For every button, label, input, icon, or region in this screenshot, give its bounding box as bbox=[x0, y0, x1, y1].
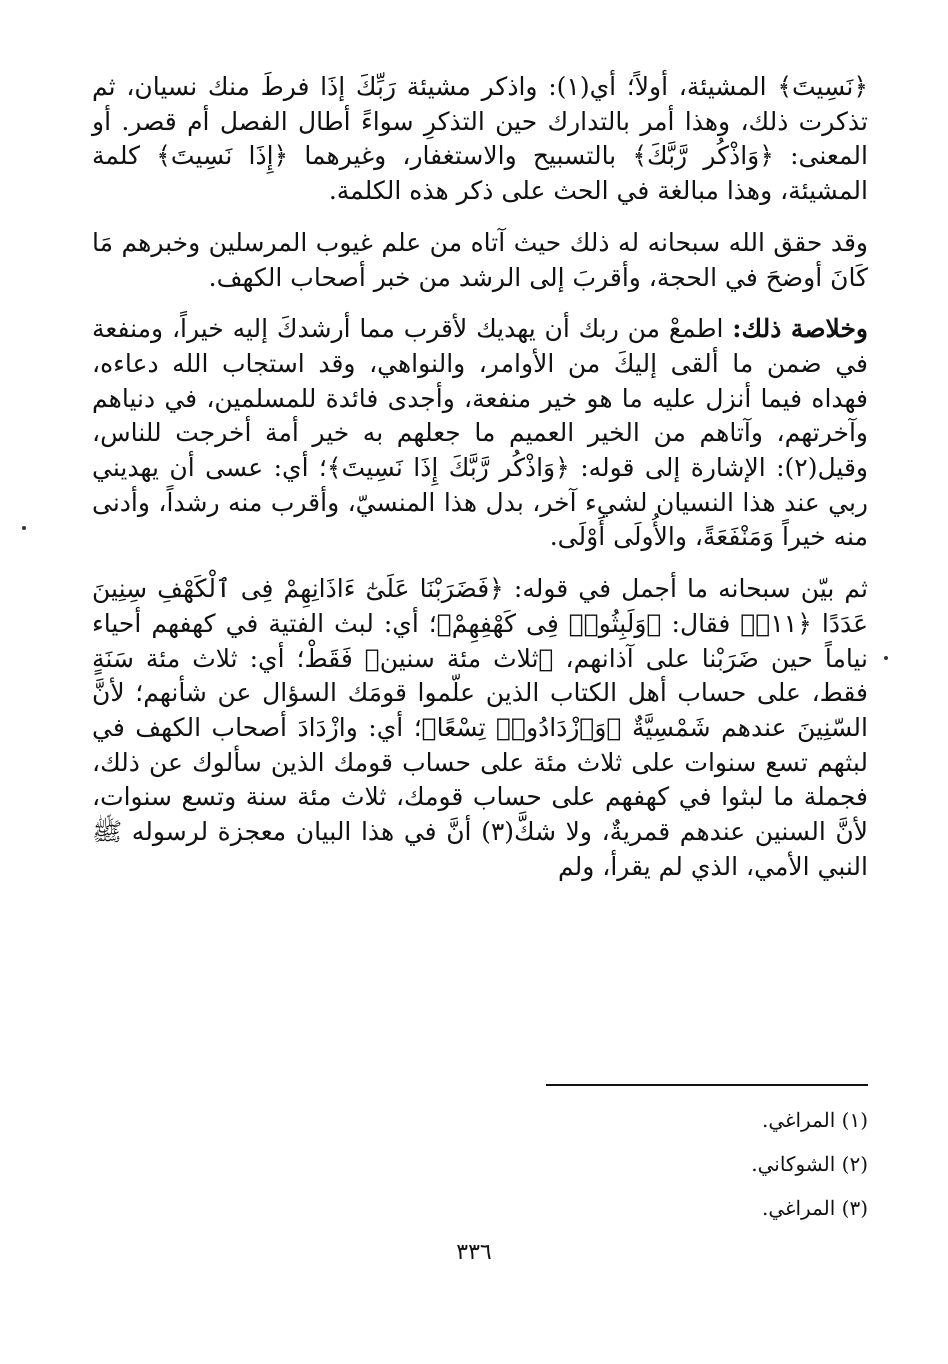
scan-speck bbox=[884, 656, 888, 660]
paragraph-1-text: ﴿نَسِيتَ﴾ المشيئة، أولاً؛ أي(١): واذكر مشيئة رَبِّكَ إذَا فرطَ منك نسيان، ثم تذكرت ذلك، وهذا أمر بالتدارك حين التذكرِ سواءً أطال الفصل أم قصر. أو المعنى: ﴿وَاذْكُر رَّبَّكَ﴾ بالتسبيح والاستغفار، وغيرهما ﴿إِذَا نَسِيتَ﴾ كلمة المشيئة، وهذا مبالغة في الحث على ذكر هذه الكلمة. bbox=[92, 72, 868, 206]
paragraph-3-text: اطمعْ من ربك أن يهديك لأقرب مما أرشدكَ إليه خيراً، ومنفعة في ضمن ما ألقى إليكَ من الأوامر، والنواهي، وقد استجاب الله دعاءه، فهداه فيما أنزل عليه ما هو خير منفعة، وأجدى فائدة للمسلمين، في دنياهم وآخرتهم، وآتاهم من الخير العميم ما جعلهم به خير أمة أخرجت للناس، وقيل(٢): الإشارة إلى قوله: ﴿وَاذْكُر رَّبَّكَ إِذَا نَسِيتَ﴾؛ أي: عسى أن يهديني ربي عند هذا النسيان لشيء آخر، بدل هذا المنسيّ، وأقرب منه رشداً، وأدنى منه خيراً وَمَنْفَعَةً، والأُولَى أَوْلَى. bbox=[92, 314, 868, 552]
paragraph-2 bbox=[92, 226, 868, 295]
paragraph-4-text: ثم بيّن سبحانه ما أجمل في قوله: ﴿فَضَرَبْنَا عَلَىٰٓ ءَاذَانِهِمْ فِى ٱلْكَهْفِ سِنِينَ عَدَدًا ﴿١١﴾﴾ فقال: ﴿وَلَبِثُوا۟ فِى كَهْفِهِمْ﴾؛ أي: لبث الفتية في كهفهم أحياء نياماً حين ضَرَبْنا على آذانهم، ﴿ثلاث مئة سنين﴾ فَقَطْ؛ أي: ثلاث مئة سَنَةٍ فقط، على حساب أهل الكتاب الذين علّموا قومَك السؤال عن شأنهم؛ لأنَّ السّنِينَ عندهم شَمْسِيَّةٌ ﴿وَٱزْدَادُوا۟ تِسْعًا﴾؛ أي: وازْدَادَ أصحاب الكهف في لبثهم تسع سنوات على ثلاث مئة على حساب قومك الذين سألوك عن ذلك، فجملة ما لبثوا في كهفهم على حساب قومك، ثلاث مئة سنة وتسع سنوات، لأنَّ السنين عندهم قمريةٌ، ولا شكَّ(٣) أنَّ في هذا البيان معجزة لرسوله ﷺ النبي الأمي، الذي لم يقرأ، ولم bbox=[92, 574, 868, 881]
footnote-3: (٣) المراغي. bbox=[761, 1196, 868, 1220]
paragraph-2-text: وقد حقق الله سبحانه له ذلك حيث آتاه من علم غيوب المرسلين وخبرهم مَا كَانَ أوضحَ في الحجة، وأقربَ إلى الرشد من خبر أصحاب الكهف. bbox=[92, 227, 868, 292]
footnote-2: (٢) الشوكاني. bbox=[751, 1152, 868, 1176]
footnote-1: (١) المراغي. bbox=[761, 1108, 868, 1132]
paragraph-3 bbox=[92, 312, 868, 555]
paragraph-4 bbox=[92, 572, 868, 884]
scan-speck bbox=[22, 526, 26, 530]
paragraph-3-lead: وخلاصة ذلك: bbox=[732, 314, 869, 344]
footnote-separator bbox=[546, 1084, 868, 1086]
page-number: ٣٣٦ bbox=[456, 1240, 492, 1265]
paragraph-1 bbox=[92, 70, 868, 209]
footnotes bbox=[368, 1098, 868, 1230]
document-body bbox=[92, 70, 868, 884]
